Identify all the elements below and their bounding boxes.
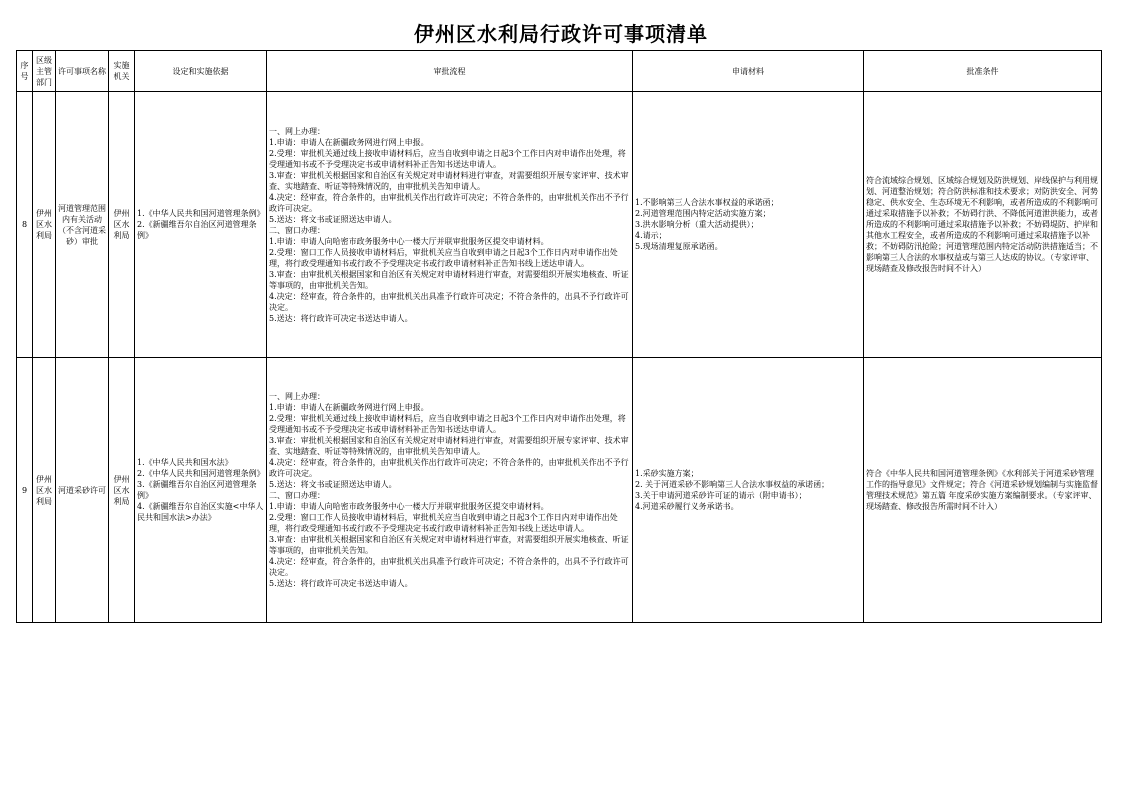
material-line: 2.河道管理范围内特定活动实施方案； — [635, 209, 771, 218]
row-seq: 9 — [17, 358, 33, 623]
row-basis — [135, 92, 267, 358]
material-line: 3.洪水影响分析（重大活动提供）； — [635, 220, 759, 229]
header-seq: 序号 — [17, 51, 33, 92]
header-materials: 申请材料 — [633, 51, 864, 92]
process-line: 5.送达：将文书或证照送达申请人。 — [269, 214, 397, 224]
row-item: 河道采砂许可 — [56, 358, 109, 623]
header-dept: 区级主管部门 — [33, 51, 56, 92]
basis-line: 4.《新疆维吾尔自治区实施<中华人民共和国水法>办法》 — [137, 502, 264, 522]
material-line: 5.现场清理复原承诺函。 — [635, 242, 723, 251]
process-line: 二、窗口办理： — [269, 225, 325, 235]
basis-line: 1.《中华人民共和国河道管理条例》 — [137, 209, 265, 218]
row-agency: 伊州区水利局 — [109, 92, 135, 358]
process-line: 3.审查：由审批机关根据国家和自治区有关规定对申请材料进行审查，对需要组织开展实地核查、听证等事项的，由审批机关告知。 — [269, 535, 629, 555]
basis-line: 2.《中华人民共和国河道管理条例》 — [137, 469, 265, 478]
row-agency: 伊州区水利局 — [109, 358, 135, 623]
row-materials — [633, 92, 864, 358]
process-line: 1.申请：申请人向哈密市政务服务中心一楼大厅并联审批服务区提交申请材料。 — [269, 236, 549, 246]
page-title: 伊州区水利局行政许可事项清单 — [414, 22, 708, 46]
row-conditions: 符合流域综合规划、区域综合规划及防洪规划、岸线保护与利用规划、河道整治规划；符合防洪标准和技术要求；对防洪安全、河势稳定、供水安全、生态环境无不利影响，或者所造成的不利影响可通过采取措施予以补救；不妨碍行洪、不降低河道泄洪能力，或者所造成的不利影响可通过采取措施予以补救；不妨碍堤防、护岸和其他水工程安全，或者所造成的不利影响可通过采取措施予以补救；不妨碍防汛抢险；河道管理范围内特定活动防洪措施适当；不影响第三人合法的水事权益或与第三人达成的协议。（专家评审、现场踏查及修改报告时间不计入） — [864, 92, 1102, 358]
process-line: 5.送达：将文书或证照送达申请人。 — [269, 480, 397, 489]
license-table — [16, 50, 1102, 623]
header-row — [17, 51, 1102, 92]
header-conditions: 批准条件 — [864, 51, 1102, 92]
table-row — [17, 92, 1102, 358]
header-process: 审批流程 — [267, 51, 633, 92]
process-line: 5.送达：将行政许可决定书送达申请人。 — [269, 313, 413, 323]
basis-line: 2.《新疆维吾尔自治区河道管理条例》 — [137, 220, 257, 240]
row-process — [267, 92, 633, 358]
row-seq: 8 — [17, 92, 33, 358]
header-basis: 设定和实施依据 — [135, 51, 267, 92]
row-dept: 伊州区水利局 — [33, 358, 56, 623]
process-line: 2.受理：审批机关通过线上接收申请材料后，应当自收到申请之日起3个工作日内对申请作出处理，将受理通知书或不予受理决定书或申请材料补正告知书送达申请人。 — [269, 148, 626, 169]
process-line: 一、网上办理： — [269, 392, 325, 401]
material-line: 2. 关于河道采砂不影响第三人合法水事权益的承诺函； — [635, 480, 830, 489]
process-line: 2.受理：审批机关通过线上接收申请材料后，应当自收到申请之日起3个工作日内对申请作出处理，将受理通知书或不予受理决定书或申请材料补正告知书送达申请人。 — [269, 414, 626, 434]
material-line: 4.河道采砂履行义务承诺书。 — [635, 502, 739, 511]
material-line: 1.不影响第三人合法水事权益的承诺函； — [635, 198, 779, 207]
process-line: 4.决定：经审查，符合条件的，由审批机关出具准予行政许可决定；不符合条件的，出具不予行政许可决定。 — [269, 557, 629, 577]
process-line: 1.申请：申请人在新疆政务网进行网上申报。 — [269, 403, 429, 412]
process-line: 5.送达：将行政许可决定书送达申请人。 — [269, 579, 413, 588]
process-line: 二、窗口办理： — [269, 491, 325, 500]
header-agency: 实施机关 — [109, 51, 135, 92]
process-line: 4.决定：经审查，符合条件的，由审批机关作出行政许可决定；不符合条件的，由审批机关作出不予行政许可决定。 — [269, 192, 629, 213]
process-line: 3.审查：审批机关根据国家和自治区有关规定对申请材料进行审查，对需要组织开展专家评审、技术审查、实地踏查、听证等特殊情况的，由审批机关告知申请人。 — [269, 170, 629, 191]
process-line: 2.受理：窗口工作人员接收申请材料后，审批机关应当自收到申请之日起3个工作日内对申请作出处理，将行政受理通知书或行政不予受理决定书或行政申请材料补正告知书线上送达申请人。 — [269, 513, 618, 533]
table-row — [17, 358, 1102, 623]
header-item: 许可事项名称 — [56, 51, 109, 92]
basis-line: 1.《中华人民共和国水法》 — [137, 458, 233, 467]
process-line: 1.申请：申请人向哈密市政务服务中心一楼大厅并联审批服务区提交申请材料。 — [269, 502, 549, 511]
material-line: 1.采砂实施方案； — [635, 469, 699, 478]
process-line: 4.决定：经审查，符合条件的，由审批机关作出行政许可决定；不符合条件的，由审批机关作出不予行政许可决定。 — [269, 458, 629, 478]
process-line: 3.审查：审批机关根据国家和自治区有关规定对申请材料进行审查，对需要组织开展专家评审、技术审查、实地踏查、听证等特殊情况的，由审批机关告知申请人。 — [269, 436, 629, 456]
row-dept: 伊州区水利局 — [33, 92, 56, 358]
process-line: 2.受理：窗口工作人员接收申请材料后，审批机关应当自收到申请之日起3个工作日内对申请作出处理，将行政受理通知书或行政不予受理决定书或行政申请材料补正告知书线上送达申请人。 — [269, 247, 618, 268]
material-line: 3.关于申请河道采砂许可证的请示（附申请书）； — [635, 491, 807, 500]
process-line: 3.审查：由审批机关根据国家和自治区有关规定对申请材料进行审查，对需要组织开展实地核查、听证等事项的，由审批机关告知。 — [269, 269, 629, 290]
row-process — [267, 358, 633, 623]
row-materials — [633, 358, 864, 623]
process-line: 4.决定：经审查，符合条件的，由审批机关出具准予行政许可决定；不符合条件的，出具不予行政许可决定。 — [269, 291, 629, 312]
basis-line: 3.《新疆维吾尔自治区河道管理条例》 — [137, 480, 257, 500]
process-line: 1.申请：申请人在新疆政务网进行网上申报。 — [269, 137, 429, 147]
process-line: 一、网上办理： — [269, 126, 325, 136]
row-conditions: 符合《中华人民共和国河道管理条例》《水利部关于河道采砂管理工作的指导意见》文件规定；符合《河道采砂规划编制与实施监督管理技术规范》第五篇 年度采砂实施方案编制要求。（专家评审、现场踏查、修改报告所需时间不计入） — [864, 358, 1102, 623]
material-line: 4.请示； — [635, 231, 667, 240]
row-item: 河道管理范围内有关活动（不含河道采砂）审批 — [56, 92, 109, 358]
row-basis — [135, 358, 267, 623]
